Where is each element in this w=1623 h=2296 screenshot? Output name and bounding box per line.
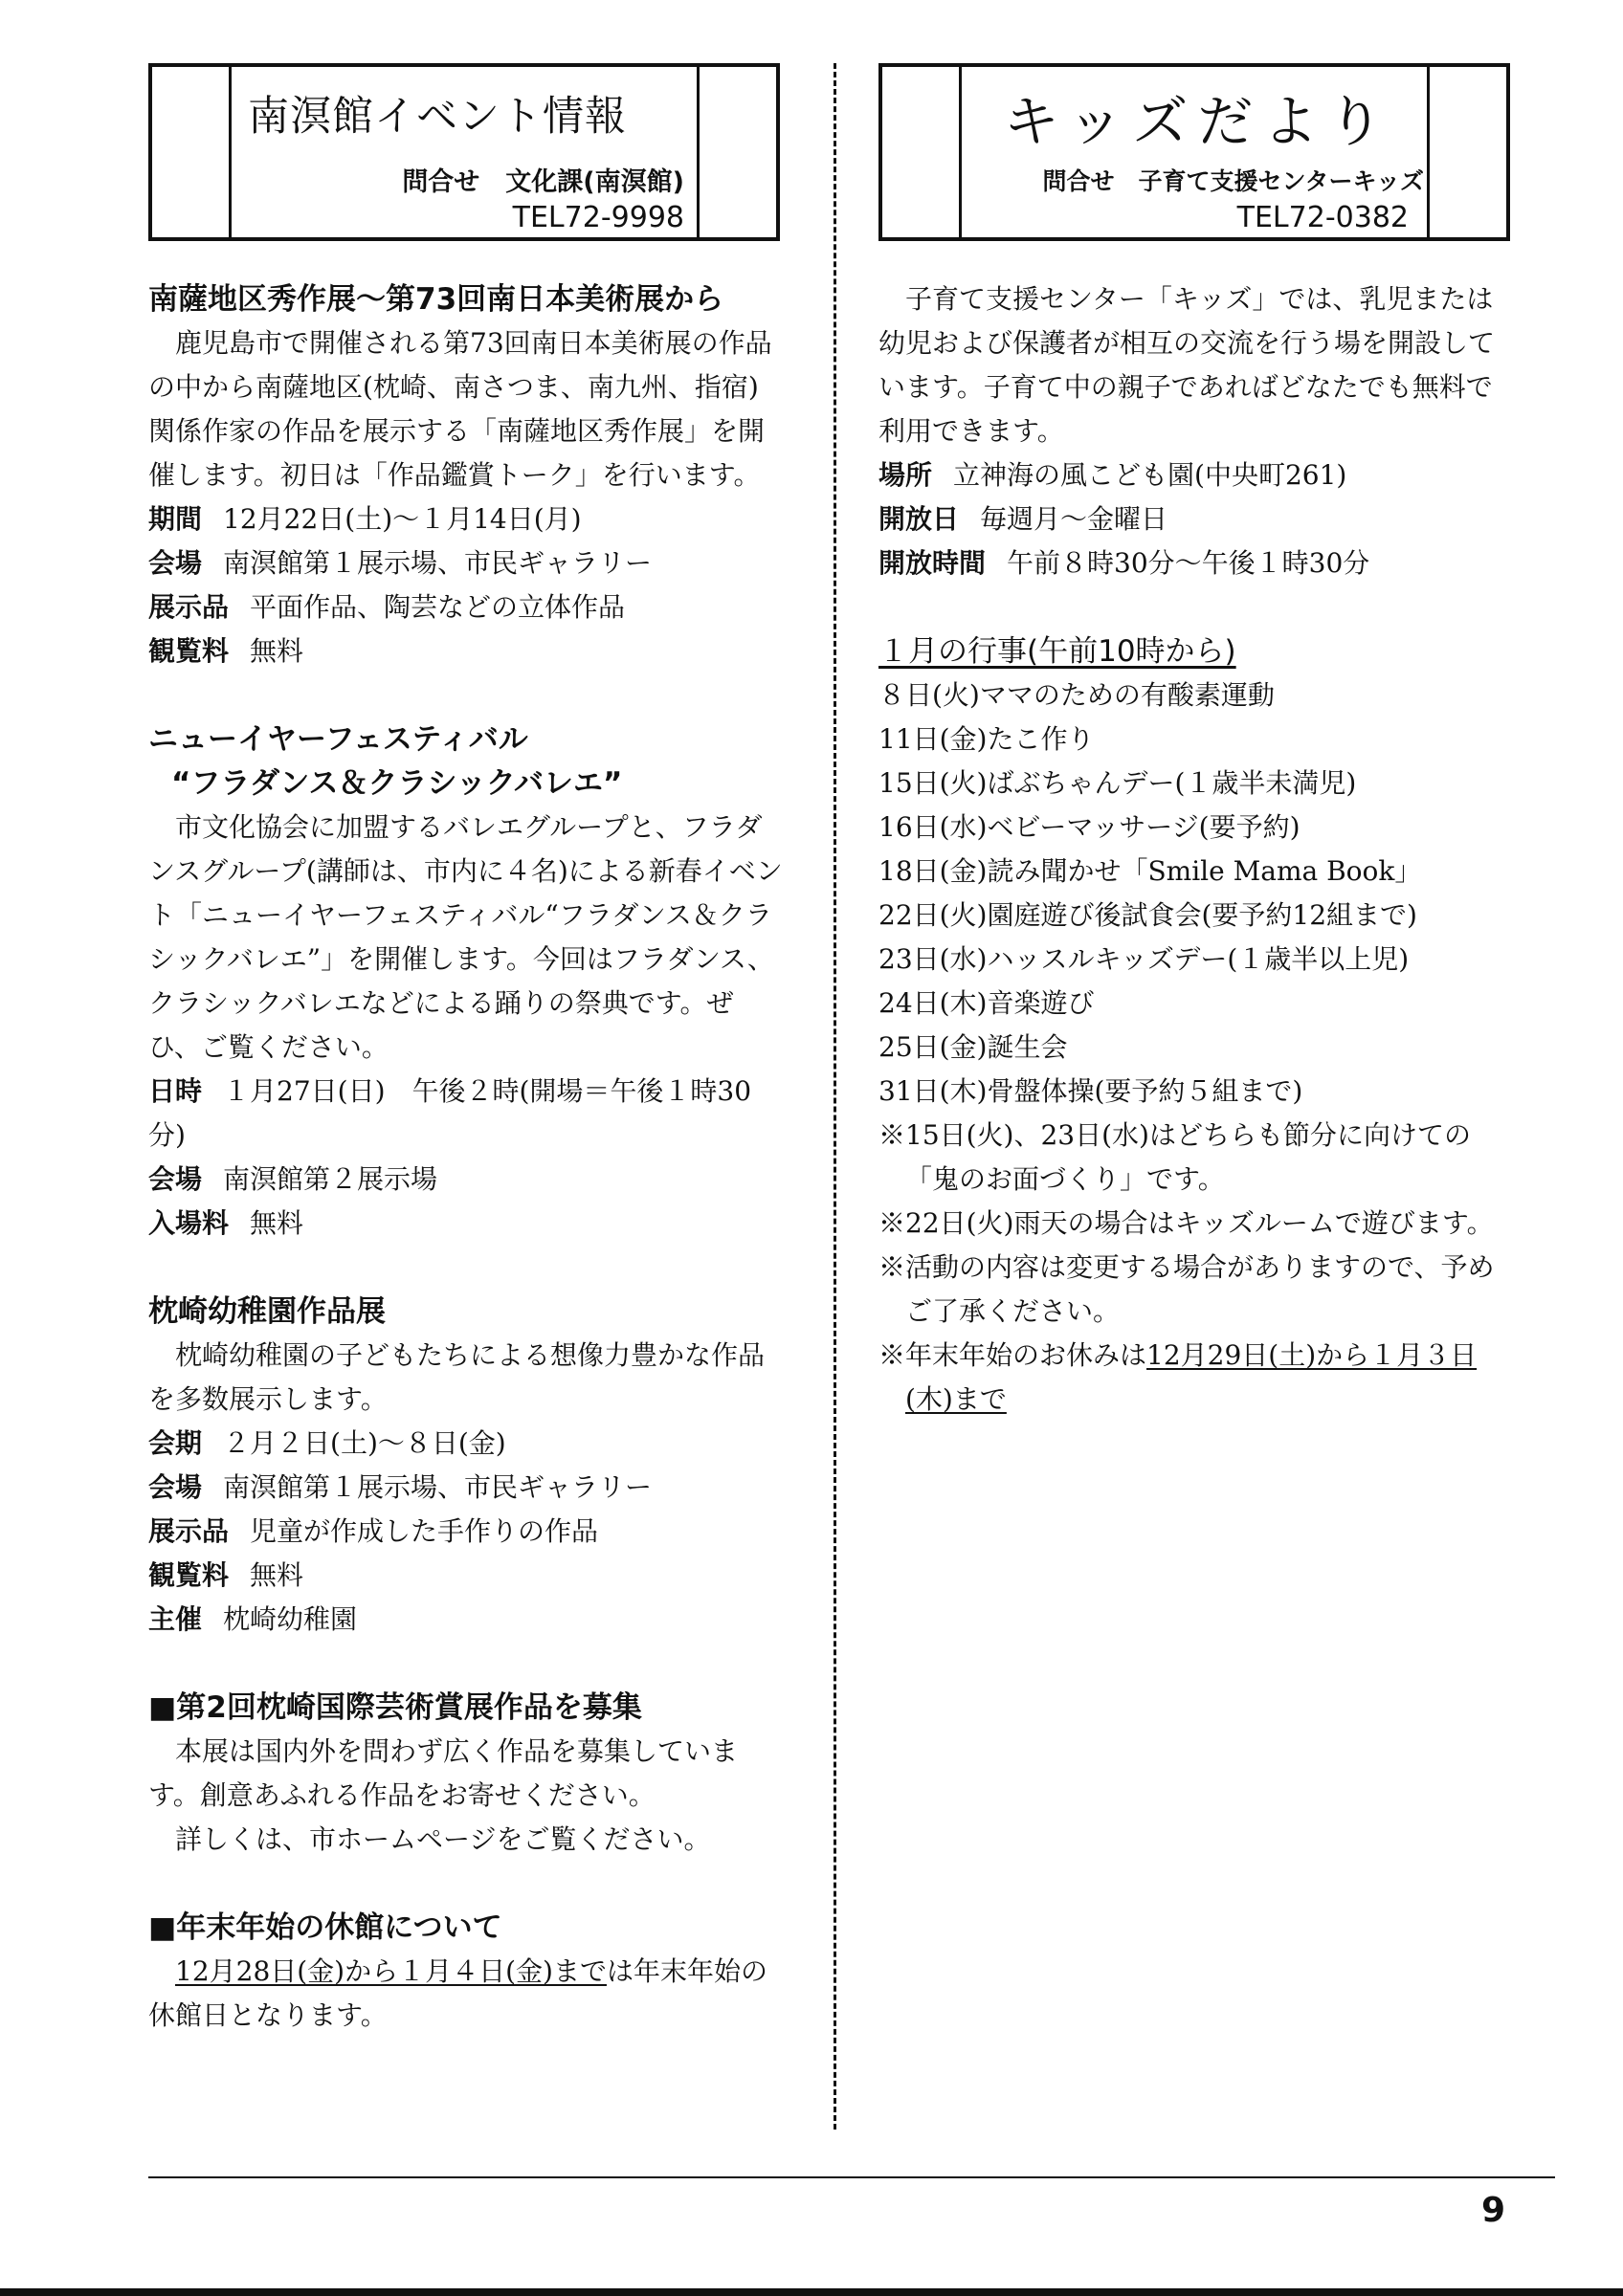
closure-dates: 12月28日(金)から１月４日(金)まで bbox=[175, 1955, 607, 1987]
page-number: 9 bbox=[1481, 2191, 1506, 2230]
list-item: 31日(木)骨盤体操(要予約５組まで) bbox=[878, 1075, 1303, 1107]
list-item: 15日(火)ばぶちゃんデー(１歳半未満児) bbox=[878, 767, 1357, 799]
list-item: 25日(金)誕生会 bbox=[878, 1031, 1068, 1063]
event-subtitle: “フラダンス＆クラシックバレエ” bbox=[171, 766, 623, 801]
section-title: ■第2回枕崎国際芸術賞展作品を募集 bbox=[148, 1690, 642, 1725]
list-item: 24日(木)音楽遊び bbox=[878, 987, 1095, 1019]
header-title: キッズだより bbox=[1003, 89, 1393, 154]
section-text: 詳しくは、市ホームページをご覧ください。 bbox=[175, 1823, 711, 1855]
event-info-header-box bbox=[148, 63, 780, 241]
event-description: 市文化協会に加盟するバレエグループと、フラダンスグループ(講師は、市内に４名)による新春イベント「ニューイヤーフェスティバル“フラダンス＆クラシックバレエ”」を開催します。今回はフラダンス、クラシックバレエなどによる踊りの祭典です。ぜひ、ご覧ください。 bbox=[148, 811, 783, 1063]
holiday-note: ※年末年始のお休みは12月29日(土)から１月３日(木)まで bbox=[878, 1339, 1478, 1415]
list-item: 11日(金)たこ作り bbox=[878, 723, 1095, 755]
fee-row: 入場料 無料 bbox=[148, 1207, 304, 1239]
year-end-closure bbox=[148, 1906, 785, 2038]
note: ※活動の内容は変更する場合がありますので、予めご了承ください。 bbox=[878, 1251, 1495, 1327]
kids-intro: 子育て支援センター「キッズ」では、乳児または幼児および保護者が相互の交流を行う場を開設しています。子育て中の親子であればどなたでも無料で利用できます。 bbox=[878, 283, 1496, 447]
events-list bbox=[878, 673, 1510, 1114]
list-item: 22日(火)園庭遊び後試食会(要予約12組まで) bbox=[878, 899, 1417, 931]
events-title: １月の行事(午前10時から) bbox=[878, 634, 1236, 669]
section-title: ■年末年始の休館について bbox=[148, 1910, 502, 1945]
event-nansatsu-exhibition bbox=[148, 277, 785, 673]
items-row: 展示品 児童が作成した手作りの作品 bbox=[148, 1515, 599, 1547]
section-text: 本展は国内外を問わず広く作品を募集しています。創意あふれる作品をお寄せください。 bbox=[148, 1735, 739, 1811]
fee-row: 観覧料 無料 bbox=[148, 635, 304, 667]
header-divider bbox=[1427, 67, 1430, 237]
host-row: 主催 枕崎幼稚園 bbox=[148, 1603, 358, 1635]
venue-row: 会場 南溟館第１展示場、市民ギャラリー bbox=[148, 547, 653, 579]
open-hours-row: 開放時間 午前８時30分～午後１時30分 bbox=[878, 547, 1370, 579]
event-description: 鹿児島市で開催される第73回南日本美術展の作品の中から南薩地区(枕崎、南さつま、南九州、指宿)関係作家の作品を展示する「南薩地区秀作展」を開催します。初日は「作品鑑賞トーク」を行います。 bbox=[148, 327, 772, 491]
open-days-row: 開放日 毎週月～金曜日 bbox=[878, 503, 1168, 535]
period-row: 期間 12月22日(土)～１月14日(月) bbox=[148, 503, 582, 535]
list-item: 16日(水)ベビーマッサージ(要予約) bbox=[878, 811, 1301, 843]
event-new-year-festival bbox=[148, 718, 785, 1246]
venue-row: 会場 南溟館第１展示場、市民ギャラリー bbox=[148, 1471, 653, 1503]
event-title: ニューイヤーフェスティバル bbox=[148, 722, 528, 757]
header-divider bbox=[229, 67, 232, 237]
venue-row: 会場 南溟館第２展示場 bbox=[148, 1163, 438, 1195]
header-contact: 問合せ 文化課(南溟館) bbox=[402, 167, 684, 197]
header-tel: TEL72-0382 bbox=[1236, 201, 1409, 234]
list-item: 18日(金)読み聞かせ「Smile Mama Book」 bbox=[878, 855, 1422, 887]
period-row: 会期 ２月２日(土)～８日(金) bbox=[148, 1427, 506, 1459]
holiday-dates: 12月29日(土)から１月３日(木)まで bbox=[905, 1339, 1478, 1415]
note: ※15日(火)、23日(水)はどちらも節分に向けての「鬼のお面づくり」です。 bbox=[878, 1119, 1471, 1195]
event-kindergarten-exhibition bbox=[148, 1290, 785, 1642]
column-divider bbox=[834, 63, 836, 2130]
left-body bbox=[148, 277, 785, 2038]
right-body bbox=[878, 277, 1510, 1422]
fee-row: 観覧料 無料 bbox=[148, 1559, 304, 1591]
header-divider bbox=[697, 67, 700, 237]
items-row: 展示品 平面作品、陶芸などの立体作品 bbox=[148, 591, 626, 623]
art-award-call bbox=[148, 1686, 785, 1862]
event-title: 枕崎幼稚園作品展 bbox=[148, 1294, 386, 1329]
note: ※22日(火)雨天の場合はキッズルームで遊びます。 bbox=[878, 1207, 1494, 1239]
list-item: 23日(水)ハッスルキッズデー(１歳半以上児) bbox=[878, 943, 1410, 975]
header-tel: TEL72-9998 bbox=[512, 201, 684, 234]
kids-header-box bbox=[878, 63, 1510, 241]
scan-bottom-edge bbox=[0, 2288, 1623, 2296]
list-item: ８日(火)ママのための有酸素運動 bbox=[878, 679, 1275, 711]
date-row: 日時 １月27日(日) 午後２時(開場＝午後１時30分) bbox=[148, 1075, 752, 1151]
event-title: 南薩地区秀作展～第73回南日本美術展から bbox=[148, 282, 724, 317]
header-contact: 問合せ 子育て支援センターキッズ bbox=[1042, 167, 1424, 195]
section-text: 12月28日(金)から１月４日(金)までは年末年始の休館日となります。 bbox=[148, 1955, 767, 2031]
header-title: 南溟館イベント情報 bbox=[248, 93, 627, 141]
footer-rule bbox=[148, 2176, 1555, 2178]
event-description: 枕崎幼稚園の子どもたちによる想像力豊かな作品を多数展示します。 bbox=[148, 1339, 766, 1415]
header-divider bbox=[959, 67, 962, 237]
place-row: 場所 立神海の風こども園(中央町261) bbox=[878, 459, 1347, 491]
